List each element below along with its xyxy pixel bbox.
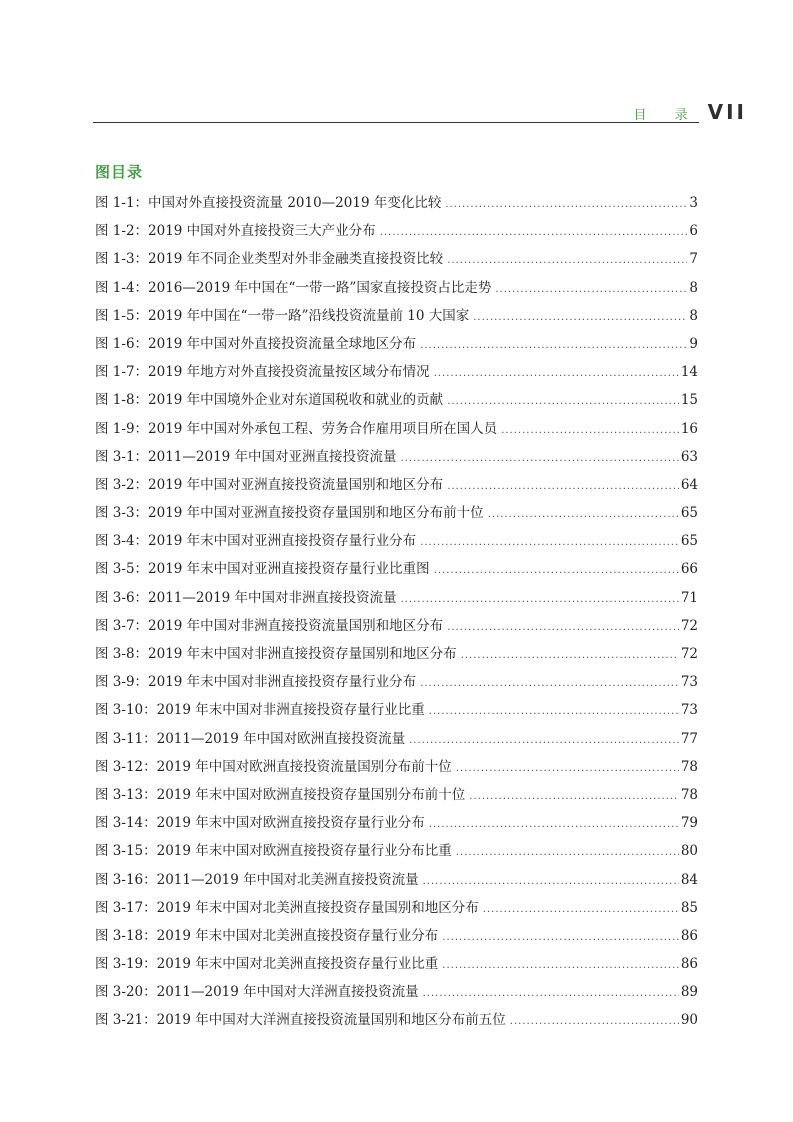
toc-dot-leader: [495, 276, 687, 304]
toc-entry-page: 9: [689, 335, 698, 352]
toc-entry[interactable]: [95, 245, 698, 273]
toc-title: 图目录: [95, 163, 144, 181]
toc-entry[interactable]: [95, 1006, 698, 1034]
toc-entry-page: 72: [680, 646, 698, 662]
toc-dot-leader: [447, 388, 679, 416]
toc-entry-page: 8: [689, 307, 698, 324]
toc-entry-label: 图 1-4：2016—2019 年中国在“一带一路”国家直接投资占比走势: [95, 279, 492, 296]
toc-entry-label: 图 3-16：2011—2019 年中国对北美洲直接投资流量: [95, 871, 419, 888]
toc-entry[interactable]: [95, 950, 698, 978]
toc-entry-page: 78: [680, 758, 698, 775]
toc-entry-page: 84: [680, 871, 698, 888]
toc-entry-page: 7: [689, 251, 698, 268]
toc-entry-label: 图 3-2：2019 年中国对亚洲直接投资流量国别和地区分布: [95, 476, 444, 493]
toc-dot-leader: [423, 980, 679, 1008]
toc-dot-leader: [401, 586, 679, 614]
toc-entry-page: 14: [680, 364, 698, 381]
toc-entry-page: 16: [680, 420, 698, 437]
toc-dot-leader: [473, 304, 687, 332]
toc-entry[interactable]: [95, 443, 698, 471]
toc-entry-page: 66: [680, 561, 698, 578]
toc-dot-leader: [420, 529, 679, 557]
toc-entry-label: 图 3-9：2019 年末中国对非洲直接投资存量行业分布: [95, 674, 417, 691]
toc-entry-page: 63: [680, 448, 698, 465]
toc-dot-leader: [456, 755, 679, 783]
toc-dot-leader: [434, 360, 679, 388]
toc-dot-leader: [488, 501, 679, 529]
toc-entry-page: 15: [680, 392, 698, 409]
toc-entry-label: 图 3-15：2019 年末中国对欧洲直接投资存量行业分布比重: [95, 843, 452, 860]
toc-entry-page: 89: [680, 984, 698, 1001]
toc-dot-leader: [423, 868, 679, 896]
toc-entry-label: 图 3-4：2019 年末中国对亚洲直接投资存量行业分布: [95, 533, 417, 550]
toc-dot-leader: [442, 924, 679, 952]
toc-entry-page: 65: [680, 505, 698, 522]
toc-entry-label: 图 1-9：2019 年中国对外承包工程、劳务合作雇用项目所在国人员: [95, 420, 498, 437]
toc-entry-label: 图 3-11：2011—2019 年中国对欧洲直接投资流量: [95, 730, 406, 747]
toc-entry-label: 图 3-1：2011—2019 年中国对亚洲直接投资流量: [95, 448, 397, 465]
toc-entry-page: 3: [689, 195, 698, 211]
toc-entry-label: 图 1-8：2019 年中国境外企业对东道国税收和就业的贡献: [95, 392, 444, 409]
toc-entry[interactable]: [95, 527, 698, 555]
toc-entry[interactable]: [95, 696, 698, 724]
toc-entry[interactable]: [95, 555, 698, 583]
toc-dot-leader: [447, 473, 679, 501]
toc-entry[interactable]: [95, 725, 698, 753]
toc-entry-page: 80: [680, 843, 698, 860]
toc-entry[interactable]: [95, 217, 698, 245]
toc-entry-page: 79: [680, 815, 698, 832]
toc-entry[interactable]: [95, 386, 698, 414]
toc-entry-label: 图 3-7：2019 年中国对非洲直接投资流量国别和地区分布: [95, 617, 444, 634]
toc-dot-leader: [420, 670, 679, 698]
toc-dot-leader: [469, 783, 679, 811]
toc-list: [95, 189, 698, 1035]
toc-entry[interactable]: [95, 978, 698, 1006]
toc-entry[interactable]: [95, 358, 698, 386]
section-name: 目 录: [633, 108, 700, 123]
toc-dot-leader: [447, 247, 687, 275]
toc-entry-label: 图 3-5：2019 年末中国对亚洲直接投资存量行业比重图: [95, 561, 430, 578]
toc-entry[interactable]: [95, 837, 698, 865]
toc-entry-page: 65: [680, 533, 698, 550]
toc-entry-label: 图 3-19：2019 年末中国对北美洲直接投资存量行业比重: [95, 956, 439, 973]
toc-entry-page: 73: [680, 674, 698, 691]
toc-entry-label: 图 1-7：2019 年地方对外直接投资流量按区域分布情况: [95, 364, 430, 381]
toc-entry-label: 图 3-18：2019 年末中国对北美洲直接投资存量行业分布: [95, 927, 439, 944]
toc-entry-label: 图 1-5：2019 年中国在“一带一路”沿线投资流量前 10 大国家: [95, 307, 470, 324]
toc-dot-leader: [434, 557, 679, 585]
header-rule: [93, 122, 699, 123]
toc-entry[interactable]: [95, 302, 698, 330]
toc-dot-leader: [409, 727, 679, 755]
toc-entry-label: 图 3-14：2019 年末中国对欧洲直接投资存量行业分布: [95, 815, 425, 832]
page-number: VII: [707, 100, 747, 124]
toc-dot-leader: [447, 614, 679, 642]
toc-entry-page: 6: [689, 223, 698, 240]
toc-entry-page: 90: [680, 1012, 698, 1029]
toc-entry-page: 73: [680, 702, 698, 719]
toc-dot-leader: [380, 219, 688, 247]
toc-dot-leader: [429, 698, 679, 726]
toc-dot-leader: [461, 642, 679, 670]
toc-entry-label: 图 3-8：2019 年末中国对非洲直接投资存量国别和地区分布: [95, 646, 457, 662]
toc-dot-leader: [429, 811, 679, 839]
toc-dot-leader: [401, 445, 679, 473]
toc-entry-label: 图 1-6：2019 年中国对外直接投资流量全球地区分布: [95, 335, 417, 352]
toc-entry[interactable]: [95, 584, 698, 612]
toc-entry[interactable]: [95, 330, 698, 358]
toc-dot-leader: [510, 1008, 679, 1036]
toc-entry-page: 8: [689, 279, 698, 296]
toc-entry[interactable]: [95, 415, 698, 443]
toc-entry-label: 图 3-20：2011—2019 年中国对大洋洲直接投资流量: [95, 984, 419, 1001]
toc-entry[interactable]: [95, 922, 698, 950]
toc-entry[interactable]: [95, 612, 698, 640]
toc-entry[interactable]: [95, 499, 698, 527]
toc-entry[interactable]: [95, 894, 698, 922]
toc-entry[interactable]: [95, 866, 698, 894]
toc-entry[interactable]: [95, 668, 698, 696]
toc-dot-leader: [483, 896, 679, 924]
toc-entry-page: 77: [680, 730, 698, 747]
toc-entry-page: 78: [680, 786, 698, 803]
toc-entry-page: 72: [680, 617, 698, 634]
toc-entry-label: 图 1-1：中国对外直接投资流量 2010—2019 年变化比较: [95, 195, 442, 211]
toc-entry-label: 图 3-13：2019 年末中国对欧洲直接投资存量国别分布前十位: [95, 786, 466, 803]
toc-entry[interactable]: [95, 640, 698, 668]
toc-entry-label: 图 3-10：2019 年末中国对非洲直接投资存量行业比重: [95, 702, 425, 719]
toc-dot-leader: [445, 191, 687, 219]
toc-entry-label: 图 3-17：2019 年末中国对北美洲直接投资存量国别和地区分布: [95, 899, 479, 916]
toc-entry-page: 86: [680, 927, 698, 944]
toc-entry[interactable]: [95, 809, 698, 837]
toc-entry[interactable]: [95, 781, 698, 809]
toc-dot-leader: [456, 839, 679, 867]
toc-entry-page: 85: [680, 899, 698, 916]
toc-entry[interactable]: [95, 189, 698, 217]
toc-entry-page: 71: [680, 589, 698, 606]
toc-dot-leader: [501, 417, 679, 445]
toc-entry[interactable]: [95, 471, 698, 499]
toc-dot-leader: [420, 332, 687, 360]
running-header: [633, 100, 747, 124]
toc-entry-label: 图 3-3：2019 年中国对亚洲直接投资存量国别和地区分布前十位: [95, 505, 484, 522]
toc-entry-page: 64: [680, 476, 698, 493]
toc-entry-page: 86: [680, 956, 698, 973]
toc-dot-leader: [442, 952, 679, 980]
toc-entry-label: 图 3-12：2019 年中国对欧洲直接投资流量国别分布前十位: [95, 758, 452, 775]
toc-entry-label: 图 1-2：2019 中国对外直接投资三大产业分布: [95, 223, 376, 240]
toc-entry-label: 图 3-21：2019 年中国对大洋洲直接投资流量国别和地区分布前五位: [95, 1012, 506, 1029]
toc-entry-label: 图 3-6：2011—2019 年中国对非洲直接投资流量: [95, 589, 397, 606]
toc-entry[interactable]: [95, 274, 698, 302]
toc-entry-label: 图 1-3：2019 年不同企业类型对外非金融类直接投资比较: [95, 251, 444, 268]
toc-entry[interactable]: [95, 753, 698, 781]
